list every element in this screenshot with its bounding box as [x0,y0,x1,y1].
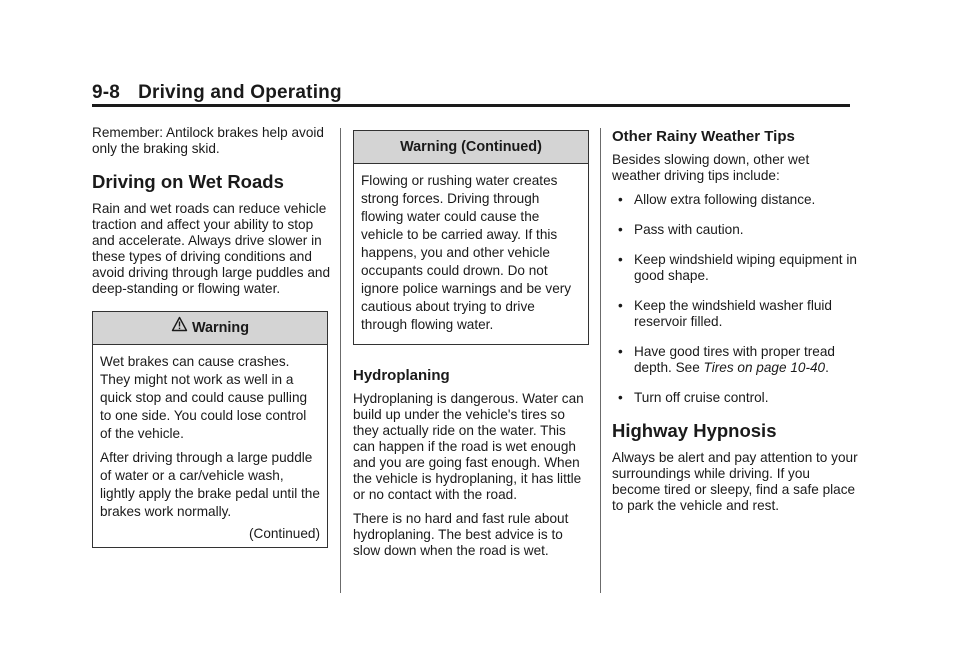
warning-paragraph-1: Wet brakes can cause crashes. They might not work as well in a quick stop and could cause pulling to one side. You could lose control of the vehicle. [100,354,308,441]
rainy-tips-intro: Besides slowing down, other wet weather driving tips include: [612,152,810,183]
warning-paragraph-2: After driving through a large puddle of water or a car/vehicle wash, lightly apply the brake pedal until the brakes work normally. [100,450,320,519]
warning-continued-box [353,130,589,345]
header-rule [92,104,850,107]
list-item: • Have good tires with proper tread depth. See Tires on page 10-40. [618,344,835,375]
wet-roads-paragraph: Rain and wet roads can reduce vehicle traction and affect your ability to stop and accelerate. Always drive slower in these types of driving conditions and avoid driving through large puddles and deep-standing or flowing water. [92,201,331,296]
column-3 [612,125,858,522]
rainy-tips-list [612,192,858,406]
bullet-icon: • [618,192,623,207]
section-title: Driving and Operating [138,82,342,103]
page-number: 9-8 [92,82,121,103]
bullet-icon: • [618,344,623,359]
column-2 [353,125,589,567]
warning-body [93,345,327,547]
list-item: • Keep windshield wiping equipment in good shape. [618,252,857,283]
warning-continued-body [354,164,588,344]
hydroplaning-paragraph-1: Hydroplaning is dangerous. Water can build up under the vehicle's tires so they actually ride on the water. This can happen if the road is wet enough and you are going fast enough. When the vehicle is hydroplaning, it has little or no contact with the road. [353,391,584,502]
highway-hypnosis-paragraph: Always be alert and pay attention to your surroundings while driving. If you become tired or sleepy, find a safe place to park the vehicle and rest. [612,450,858,513]
heading-rainy-tips: Other Rainy Weather Tips [612,128,795,145]
column-divider-2 [600,128,601,593]
hydroplaning-paragraph-2: There is no hard and fast rule about hydroplaning. The best advice is to slow down when the road is wet. [353,511,569,558]
heading-highway-hypnosis: Highway Hypnosis [612,420,777,441]
header-title [92,82,850,104]
list-item: • Allow extra following distance. [618,192,816,207]
heading-wet-roads: Driving on Wet Roads [92,171,284,192]
column-1 [92,125,332,548]
warning-title: Warning [191,320,250,336]
list-item: • Pass with caution. [618,222,744,237]
column-divider-1 [340,128,341,593]
warning-header [93,312,327,345]
list-item: • Turn off cruise control. [618,390,769,405]
tires-page-link[interactable]: Tires on page 10-40 [703,360,826,375]
warning-triangle-icon [171,312,188,344]
intro-paragraph: Remember: Antilock brakes help avoid only the braking skid. [92,125,324,156]
heading-hydroplaning: Hydroplaning [353,367,450,384]
warning-continued-paragraph: Flowing or rushing water creates strong forces. Driving through flowing water could cause the vehicle to be carried away. If this happens, you and other vehicle occupants could drown. Do not ignore police warnings and be very cautious about trying to drive through flowing water. [361,173,572,332]
page-header [92,82,850,104]
list-item: • Keep the windshield washer fluid reservoir filled. [618,298,832,329]
warning-continued-header: Warning (Continued) [354,131,588,164]
bullet-icon: • [618,222,623,237]
bullet-icon: • [618,298,623,313]
warning-box [92,311,328,548]
bullet-icon: • [618,252,623,267]
bullet-icon: • [618,390,623,405]
continued-label: (Continued) [248,526,320,541]
